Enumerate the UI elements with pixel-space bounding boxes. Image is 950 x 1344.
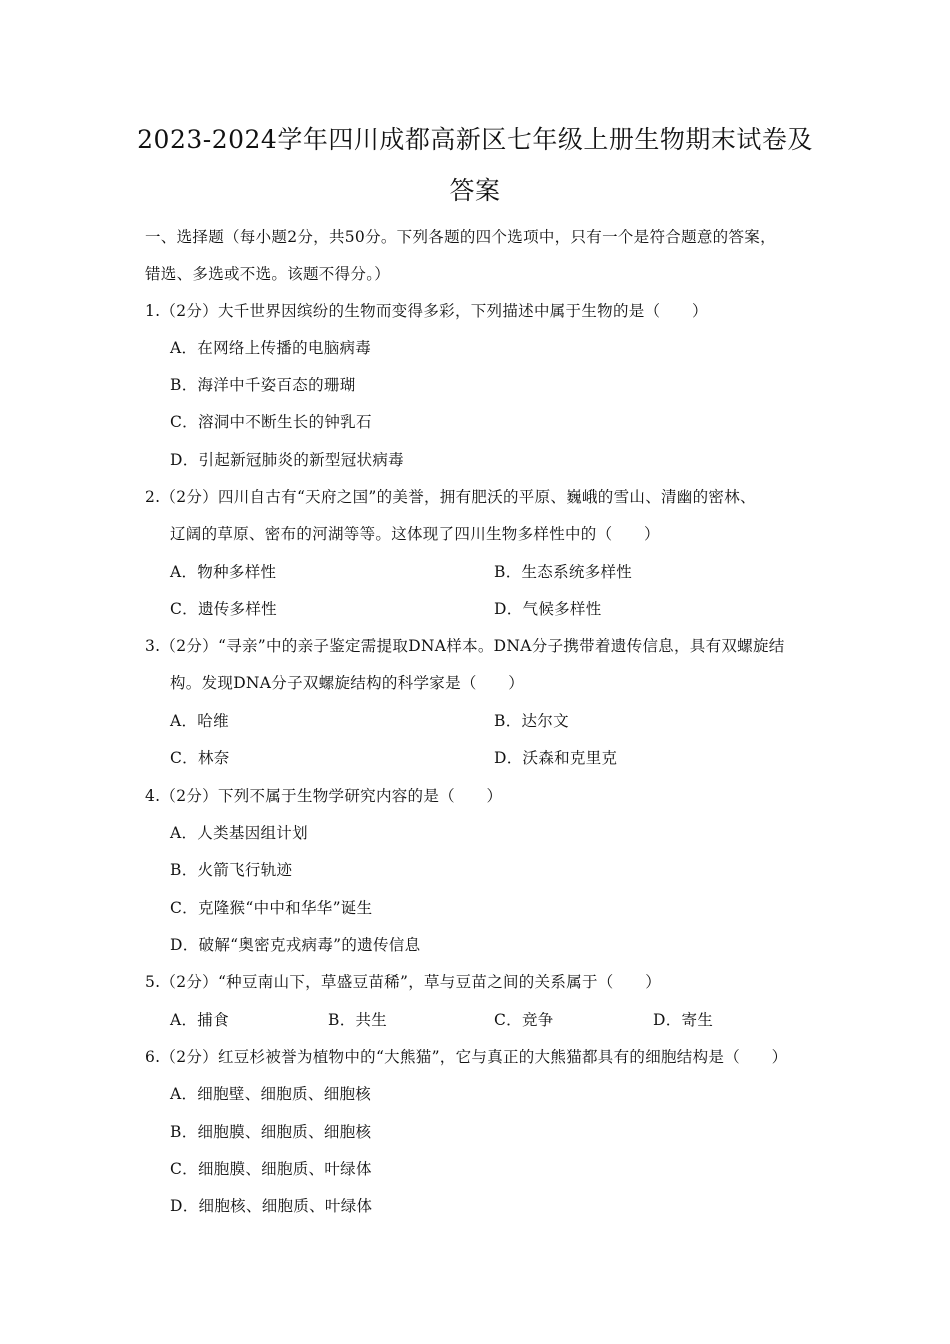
question-4-stem: 4.（2分）下列不属于生物学研究内容的是（ ） [145,787,503,805]
question-4-option-d: D．破解“奥密克戎病毒”的遗传信息 [170,936,421,954]
question-1-option-d: D．引起新冠肺炎的新型冠状病毒 [170,451,404,469]
document-title-line1: 2023-2024学年四川成都高新区七年级上册生物期末试卷及 [137,125,813,154]
question-5-stem: 5.（2分）“种豆南山下，草盛豆苗稀”，草与豆苗之间的关系属于（ ） [145,973,662,991]
question-2-option-b: B．生态系统多样性 [494,563,633,581]
question-5-option-d: D．寄生 [653,1011,714,1029]
question-5-option-b: B．共生 [328,1011,388,1029]
question-1-stem: 1.（2分）大千世界因缤纷的生物而变得多彩，下列描述中属于生物的是（ ） [145,302,708,320]
question-3-option-b: B．达尔文 [494,712,569,730]
question-1-option-c: C．溶洞中不断生长的钟乳石 [170,413,372,431]
question-2-option-c: C．遗传多样性 [170,600,277,618]
question-3-option-d: D．沃森和克里克 [494,749,618,767]
question-6-option-d: D．细胞核、细胞质、叶绿体 [170,1197,373,1215]
question-4-option-a: A．人类基因组计划 [170,824,308,842]
question-6-stem: 6.（2分）红豆杉被誉为植物中的“大熊猫”，它与真正的大熊猫都具有的细胞结构是（ ） [145,1048,788,1066]
question-4-option-c: C．克隆猴“中中和华华”诞生 [170,899,373,917]
document-title-line2: 答案 [449,176,501,205]
section-instructions-line2: 错选、多选或不选。该题不得分。） [145,265,391,283]
question-4-option-b: B．火箭飞行轨迹 [170,861,293,879]
question-5-option-c: C．竞争 [494,1011,554,1029]
question-5-option-a: A．捕食 [170,1011,229,1029]
question-6-option-c: C．细胞膜、细胞质、叶绿体 [170,1160,372,1178]
question-1-option-a: A．在网络上传播的电脑病毒 [170,339,372,357]
question-6-option-b: B．细胞膜、细胞质、细胞核 [170,1123,372,1141]
question-3-stem: 3.（2分）“寻亲”中的亲子鉴定需提取DNA样本。DNA分子携带着遗传信息，具有双螺旋结 [145,637,785,655]
question-6-option-a: A．细胞壁、细胞质、细胞核 [170,1085,372,1103]
question-2-stem-continued: 辽阔的草原、密布的河湖等等。这体现了四川生物多样性中的（ ） [170,525,660,543]
question-2-option-a: A．物种多样性 [170,563,277,581]
question-3-option-a: A．哈维 [170,712,229,730]
section-instructions-line1: 一、选择题（每小题2分，共50分。下列各题的四个选项中，只有一个是符合题意的答案， [145,228,776,246]
question-3-stem-continued: 构。发现DNA分子双螺旋结构的科学家是（ ） [170,674,525,692]
question-2-option-d: D．气候多样性 [494,600,602,618]
question-2-stem: 2.（2分）四川自古有“天府之国”的美誉，拥有肥沃的平原、巍峨的雪山、清幽的密林、 [145,488,756,506]
question-3-option-c: C．林奈 [170,749,230,767]
question-1-option-b: B．海洋中千姿百态的珊瑚 [170,376,356,394]
